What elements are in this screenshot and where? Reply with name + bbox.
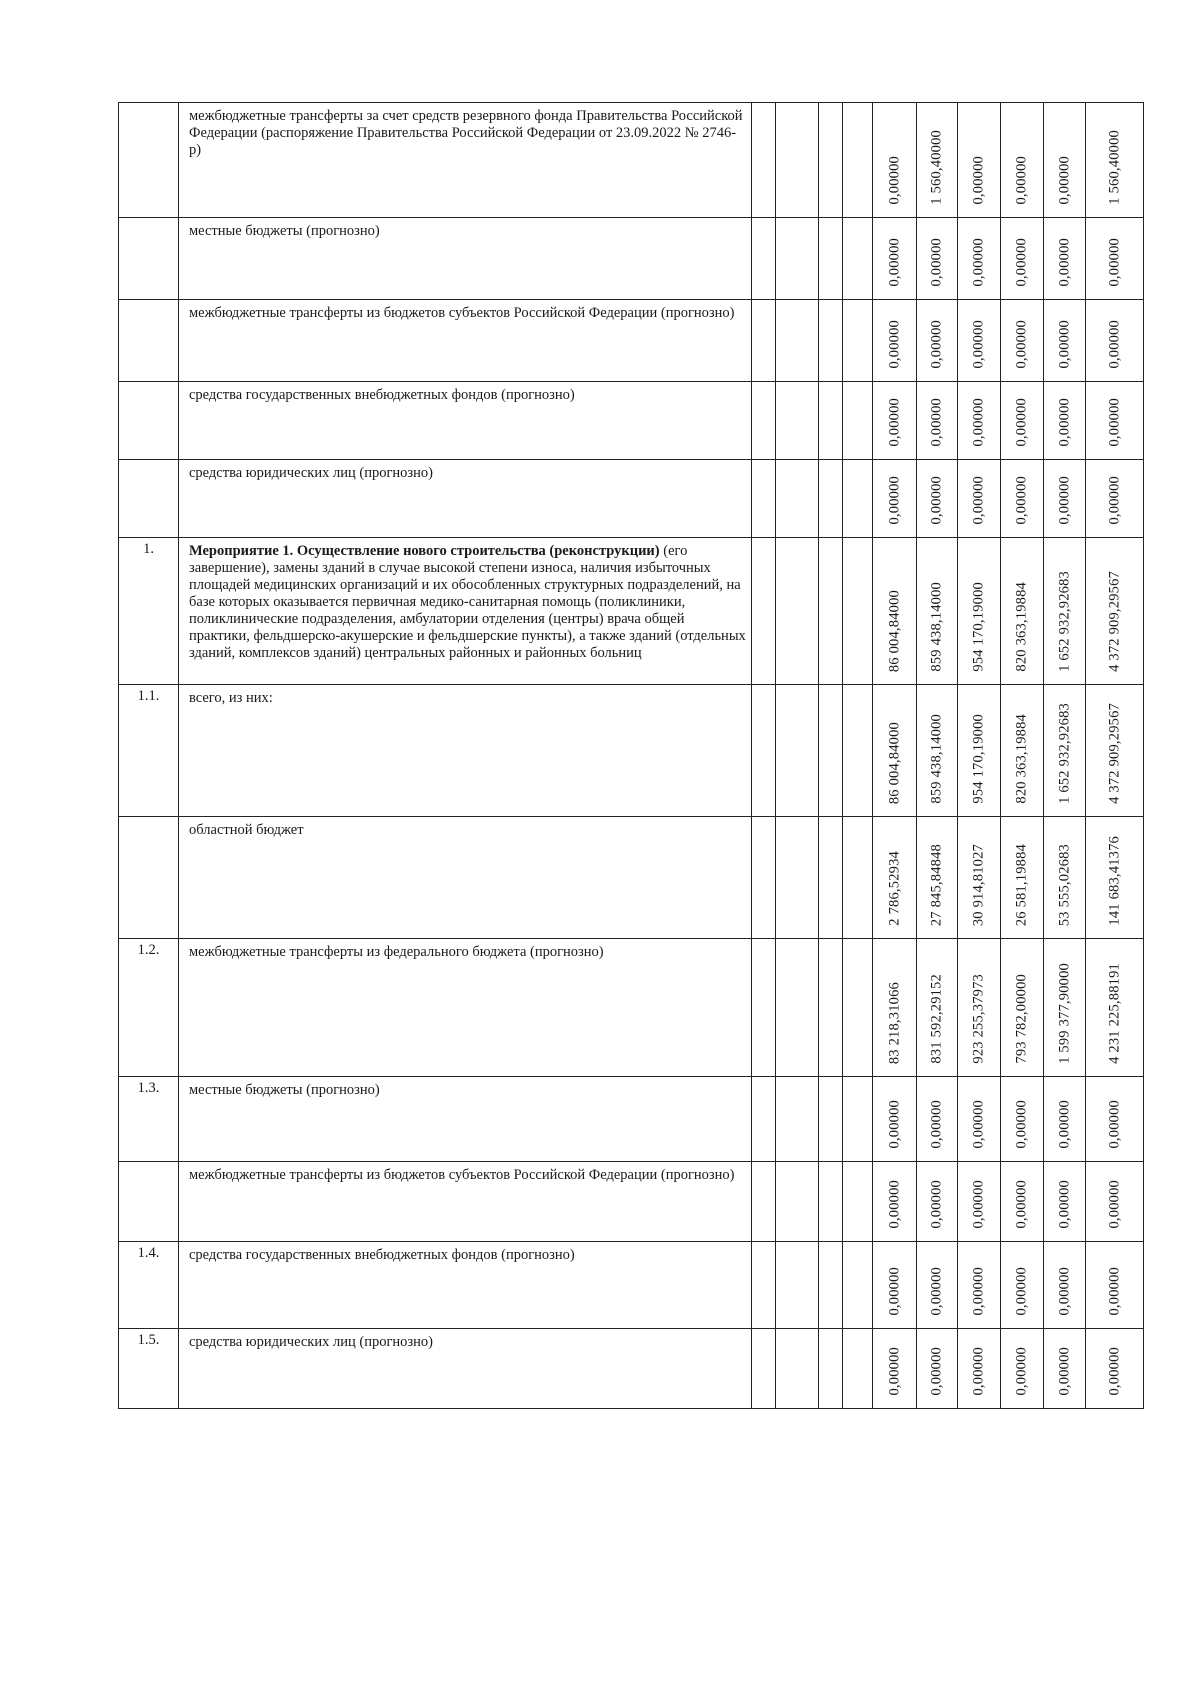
- value-cell: [1001, 382, 1044, 460]
- row-number-cell: [119, 817, 179, 939]
- row-number: 1.2.: [137, 942, 160, 958]
- value-cell: [873, 218, 917, 300]
- row-description: средства государственных внебюджетных фондов (прогнозно): [189, 387, 575, 403]
- value-text: 0,00000: [1013, 398, 1030, 447]
- value-text: 4 372 909,29567: [1106, 571, 1122, 672]
- empty-cell: [776, 538, 819, 685]
- table-row: [119, 1162, 1144, 1242]
- table-row: [119, 218, 1144, 300]
- empty-cell: [752, 460, 776, 538]
- value-text: 86 004,84000: [886, 589, 902, 672]
- value-text: 0,00000: [970, 1180, 987, 1229]
- value-cell: [1001, 685, 1044, 817]
- row-number: 1.4.: [137, 1245, 160, 1261]
- row-number: [119, 382, 178, 385]
- value-text: 0,00000: [1106, 238, 1122, 287]
- row-description-cell: [179, 218, 752, 300]
- row-number-cell: [119, 460, 179, 538]
- value-text: 0,00000: [1056, 1100, 1072, 1149]
- value-cell: [1086, 685, 1144, 817]
- value-text: 0,00000: [1106, 320, 1122, 369]
- empty-cell: [843, 685, 873, 817]
- value-text: 859 438,14000: [928, 582, 945, 672]
- empty-cell: [843, 1242, 873, 1329]
- value-cell: [1086, 939, 1144, 1077]
- table-row: [119, 1329, 1144, 1409]
- value-text: 27 845,84848: [928, 843, 945, 926]
- value-cell: [873, 1162, 917, 1242]
- value-cell: [958, 939, 1001, 1077]
- row-number: 1.1.: [137, 688, 160, 704]
- value-cell: [917, 103, 958, 218]
- value-cell: [1044, 1329, 1086, 1409]
- empty-cell: [819, 1329, 843, 1409]
- row-number: 1.: [143, 541, 154, 557]
- empty-cell: [752, 817, 776, 939]
- empty-cell: [752, 685, 776, 817]
- value-cell: [1001, 1162, 1044, 1242]
- empty-cell: [843, 218, 873, 300]
- value-text: 820 363,19884: [1013, 714, 1030, 804]
- value-text: 0,00000: [928, 398, 945, 447]
- empty-cell: [776, 1242, 819, 1329]
- value-cell: [873, 300, 917, 382]
- row-description: средства государственных внебюджетных фондов (прогнозно): [189, 1247, 575, 1263]
- value-cell: [917, 538, 958, 685]
- value-cell: [1086, 1162, 1144, 1242]
- value-cell: [873, 460, 917, 538]
- row-description: всего, из них:: [189, 690, 273, 706]
- value-text: 0,00000: [1056, 320, 1072, 369]
- value-text: 0,00000: [1056, 398, 1072, 447]
- table-row: [119, 538, 1144, 685]
- value-text: 1 652 932,92683: [1056, 703, 1072, 804]
- empty-cell: [843, 1329, 873, 1409]
- value-text: 793 782,00000: [1013, 974, 1030, 1064]
- row-description-cell: [179, 1242, 752, 1329]
- row-description: межбюджетные трансферты за счет средств резервного фонда Правительства Российской Федерации (распоряжение Правительства Российской Федерации от 23.09.2022 № 2746-р): [189, 108, 743, 158]
- value-cell: [917, 218, 958, 300]
- value-cell: [958, 685, 1001, 817]
- value-cell: [958, 538, 1001, 685]
- empty-cell: [819, 1077, 843, 1162]
- row-description: средства юридических лиц (прогнозно): [189, 1334, 433, 1350]
- value-cell: [1001, 1077, 1044, 1162]
- value-cell: [1044, 300, 1086, 382]
- value-cell: [1044, 817, 1086, 939]
- value-cell: [917, 685, 958, 817]
- empty-cell: [776, 939, 819, 1077]
- value-cell: [958, 382, 1001, 460]
- empty-cell: [843, 300, 873, 382]
- empty-cell: [819, 300, 843, 382]
- table-row: [119, 460, 1144, 538]
- value-text: 923 255,37973: [970, 974, 987, 1064]
- value-cell: [958, 1162, 1001, 1242]
- value-cell: [1086, 300, 1144, 382]
- value-text: 0,00000: [970, 398, 987, 447]
- row-number: 1.3.: [137, 1080, 160, 1096]
- empty-cell: [776, 1077, 819, 1162]
- value-cell: [1044, 103, 1086, 218]
- row-number-cell: [119, 1329, 179, 1409]
- value-cell: [958, 1077, 1001, 1162]
- row-description-cell: [179, 817, 752, 939]
- row-number-cell: [119, 1077, 179, 1162]
- value-text: 0,00000: [1056, 1180, 1072, 1229]
- empty-cell: [752, 103, 776, 218]
- value-cell: [958, 1329, 1001, 1409]
- value-cell: [917, 382, 958, 460]
- empty-cell: [752, 382, 776, 460]
- value-cell: [958, 1242, 1001, 1329]
- value-cell: [873, 1329, 917, 1409]
- value-text: 4 372 909,29567: [1106, 703, 1122, 804]
- row-description: межбюджетные трансферты из бюджетов субъектов Российской Федерации (прогнозно): [189, 1167, 735, 1183]
- value-cell: [917, 460, 958, 538]
- row-number-cell: [119, 939, 179, 1077]
- value-text: 0,00000: [928, 1267, 945, 1316]
- row-number: [119, 1162, 178, 1165]
- value-cell: [917, 1077, 958, 1162]
- value-text: 0,00000: [886, 1347, 902, 1396]
- empty-cell: [776, 1162, 819, 1242]
- value-cell: [1086, 218, 1144, 300]
- empty-cell: [819, 685, 843, 817]
- row-number-cell: [119, 218, 179, 300]
- value-cell: [1086, 382, 1144, 460]
- value-text: 0,00000: [1106, 1100, 1122, 1149]
- row-number-cell: [119, 685, 179, 817]
- value-text: 2 786,52934: [886, 851, 902, 926]
- row-description-cell: [179, 1162, 752, 1242]
- empty-cell: [819, 1162, 843, 1242]
- value-text: 0,00000: [1013, 1100, 1030, 1149]
- value-text: 0,00000: [928, 1180, 945, 1229]
- value-cell: [1086, 538, 1144, 685]
- row-number-cell: [119, 1162, 179, 1242]
- value-cell: [1044, 460, 1086, 538]
- row-number-cell: [119, 382, 179, 460]
- empty-cell: [752, 538, 776, 685]
- row-number: [119, 460, 178, 463]
- value-cell: [1086, 460, 1144, 538]
- empty-cell: [752, 300, 776, 382]
- row-number-cell: [119, 103, 179, 218]
- empty-cell: [776, 382, 819, 460]
- row-description-cell: [179, 103, 752, 218]
- empty-cell: [819, 103, 843, 218]
- value-cell: [1044, 382, 1086, 460]
- value-text: 0,00000: [886, 1267, 902, 1316]
- empty-cell: [843, 1162, 873, 1242]
- empty-cell: [752, 1242, 776, 1329]
- value-cell: [1001, 538, 1044, 685]
- value-text: 0,00000: [1106, 1267, 1122, 1316]
- row-number: [119, 300, 178, 303]
- value-cell: [1001, 300, 1044, 382]
- value-cell: [958, 218, 1001, 300]
- value-text: 1 652 932,92683: [1056, 571, 1072, 672]
- empty-cell: [819, 538, 843, 685]
- empty-cell: [776, 460, 819, 538]
- value-cell: [1001, 939, 1044, 1077]
- value-text: 0,00000: [970, 320, 987, 369]
- value-text: 0,00000: [970, 1267, 987, 1316]
- empty-cell: [776, 1329, 819, 1409]
- value-text: 4 231 225,88191: [1106, 963, 1122, 1064]
- empty-cell: [776, 103, 819, 218]
- value-cell: [1001, 1329, 1044, 1409]
- value-text: 53 555,02683: [1056, 843, 1072, 926]
- value-text: 26 581,19884: [1013, 843, 1030, 926]
- value-text: 1 599 377,90000: [1056, 963, 1072, 1064]
- value-text: 0,00000: [1056, 1347, 1072, 1396]
- value-cell: [1001, 817, 1044, 939]
- row-description: межбюджетные трансферты из бюджетов субъектов Российской Федерации (прогнозно): [189, 305, 735, 321]
- row-description: межбюджетные трансферты из федерального бюджета (прогнозно): [189, 944, 604, 960]
- empty-cell: [752, 1077, 776, 1162]
- row-description-cell: [179, 538, 752, 685]
- empty-cell: [843, 460, 873, 538]
- value-cell: [917, 817, 958, 939]
- row-description-cell: [179, 939, 752, 1077]
- value-cell: [1044, 538, 1086, 685]
- value-text: 1 560,40000: [928, 130, 945, 205]
- table-row: [119, 685, 1144, 817]
- value-cell: [873, 817, 917, 939]
- value-text: 0,00000: [970, 1100, 987, 1149]
- row-description: местные бюджеты (прогнозно): [189, 223, 380, 239]
- value-text: 0,00000: [886, 238, 902, 287]
- table-row: [119, 103, 1144, 218]
- table-row: [119, 939, 1144, 1077]
- table-row: [119, 1242, 1144, 1329]
- empty-cell: [843, 939, 873, 1077]
- row-description-bold: Мероприятие 1. Осуществление нового строительства (реконструкции): [189, 543, 660, 559]
- value-text: 0,00000: [886, 476, 902, 525]
- value-cell: [1044, 1242, 1086, 1329]
- value-cell: [873, 1242, 917, 1329]
- value-text: 0,00000: [928, 320, 945, 369]
- value-cell: [958, 817, 1001, 939]
- value-text: 0,00000: [1106, 398, 1122, 447]
- table-row: [119, 1077, 1144, 1162]
- table-row: [119, 300, 1144, 382]
- value-text: 0,00000: [970, 1347, 987, 1396]
- value-text: 0,00000: [1013, 476, 1030, 525]
- value-cell: [1001, 460, 1044, 538]
- value-cell: [1044, 1077, 1086, 1162]
- value-text: 30 914,81027: [970, 843, 987, 926]
- empty-cell: [843, 382, 873, 460]
- value-text: 0,00000: [886, 1100, 902, 1149]
- row-description-cell: [179, 382, 752, 460]
- value-cell: [1086, 1329, 1144, 1409]
- budget-table: [118, 102, 1144, 1409]
- value-text: 0,00000: [1056, 1267, 1072, 1316]
- value-text: 1 560,40000: [1106, 130, 1122, 205]
- value-cell: [958, 460, 1001, 538]
- value-text: 954 170,19000: [970, 714, 987, 804]
- value-text: 0,00000: [1056, 238, 1072, 287]
- value-cell: [958, 103, 1001, 218]
- value-text: 141 683,41376: [1106, 836, 1122, 926]
- value-text: 0,00000: [1013, 1347, 1030, 1396]
- value-text: 0,00000: [1106, 1347, 1122, 1396]
- value-text: 0,00000: [928, 476, 945, 525]
- value-cell: [1086, 1242, 1144, 1329]
- value-cell: [1086, 1077, 1144, 1162]
- value-text: 0,00000: [1056, 156, 1072, 205]
- value-cell: [873, 939, 917, 1077]
- row-number-cell: [119, 1242, 179, 1329]
- empty-cell: [819, 939, 843, 1077]
- row-description-cell: [179, 1077, 752, 1162]
- row-number: [119, 218, 178, 221]
- empty-cell: [752, 939, 776, 1077]
- value-text: 0,00000: [970, 238, 987, 287]
- empty-cell: [819, 218, 843, 300]
- value-text: 83 218,31066: [886, 981, 902, 1064]
- value-cell: [1001, 1242, 1044, 1329]
- empty-cell: [819, 1242, 843, 1329]
- value-text: 0,00000: [886, 1180, 902, 1229]
- value-text: 831 592,29152: [928, 974, 945, 1064]
- row-description: местные бюджеты (прогнозно): [189, 1082, 380, 1098]
- empty-cell: [752, 1329, 776, 1409]
- value-text: 0,00000: [886, 156, 902, 205]
- empty-cell: [776, 300, 819, 382]
- empty-cell: [819, 817, 843, 939]
- empty-cell: [752, 1162, 776, 1242]
- row-number: 1.5.: [137, 1332, 160, 1348]
- row-number-cell: [119, 538, 179, 685]
- value-cell: [1044, 685, 1086, 817]
- value-text: 0,00000: [970, 476, 987, 525]
- empty-cell: [843, 1077, 873, 1162]
- value-text: 0,00000: [928, 1347, 945, 1396]
- value-text: 859 438,14000: [928, 714, 945, 804]
- empty-cell: [843, 538, 873, 685]
- row-description-cell: [179, 685, 752, 817]
- empty-cell: [819, 460, 843, 538]
- value-text: 0,00000: [886, 398, 902, 447]
- value-cell: [917, 939, 958, 1077]
- row-number-cell: [119, 300, 179, 382]
- value-cell: [1086, 817, 1144, 939]
- empty-cell: [776, 817, 819, 939]
- row-number: [119, 817, 178, 820]
- value-text: 86 004,84000: [886, 721, 902, 804]
- empty-cell: [752, 218, 776, 300]
- value-cell: [1086, 103, 1144, 218]
- value-text: 0,00000: [1013, 238, 1030, 287]
- value-cell: [873, 685, 917, 817]
- value-cell: [917, 1242, 958, 1329]
- value-text: 0,00000: [1013, 156, 1030, 205]
- value-cell: [1001, 103, 1044, 218]
- value-cell: [1044, 1162, 1086, 1242]
- value-cell: [1044, 218, 1086, 300]
- value-cell: [1044, 939, 1086, 1077]
- value-text: 954 170,19000: [970, 582, 987, 672]
- value-cell: [873, 103, 917, 218]
- value-text: 0,00000: [928, 238, 945, 287]
- value-cell: [917, 1329, 958, 1409]
- value-text: 0,00000: [1013, 1267, 1030, 1316]
- value-text: 0,00000: [928, 1100, 945, 1149]
- value-text: 0,00000: [1013, 320, 1030, 369]
- row-number: [119, 103, 178, 106]
- empty-cell: [776, 685, 819, 817]
- value-text: 820 363,19884: [1013, 582, 1030, 672]
- value-cell: [917, 300, 958, 382]
- value-text: 0,00000: [1013, 1180, 1030, 1229]
- value-text: 0,00000: [1106, 476, 1122, 525]
- row-description: (его завершение), замены зданий в случае высокой степени износа, наличия избыточных площадей медицинских организаций и их обособленных структурных подразделений, на базе которых оказывается первичная медико-санитарная помощь (поликлиники, поликлинические подразделения, амбулатории отделения (центры) врача общей практики, фельдшерско-акушерские и фельдшерские пункты), а также зданий (отдельных зданий, комплексов зданий) центральных районных и районных больниц: [189, 543, 746, 661]
- empty-cell: [843, 103, 873, 218]
- row-description-cell: [179, 300, 752, 382]
- table-row: [119, 817, 1144, 939]
- row-description-cell: [179, 460, 752, 538]
- table-row: [119, 382, 1144, 460]
- value-cell: [958, 300, 1001, 382]
- empty-cell: [843, 817, 873, 939]
- value-cell: [917, 1162, 958, 1242]
- empty-cell: [819, 382, 843, 460]
- value-cell: [1001, 218, 1044, 300]
- value-cell: [873, 1077, 917, 1162]
- value-cell: [873, 382, 917, 460]
- value-text: 0,00000: [886, 320, 902, 369]
- value-text: 0,00000: [1056, 476, 1072, 525]
- value-text: 0,00000: [970, 156, 987, 205]
- value-cell: [873, 538, 917, 685]
- value-text: 0,00000: [1106, 1180, 1122, 1229]
- row-description: областной бюджет: [189, 822, 304, 838]
- row-description-cell: [179, 1329, 752, 1409]
- empty-cell: [776, 218, 819, 300]
- row-description: средства юридических лиц (прогнозно): [189, 465, 433, 481]
